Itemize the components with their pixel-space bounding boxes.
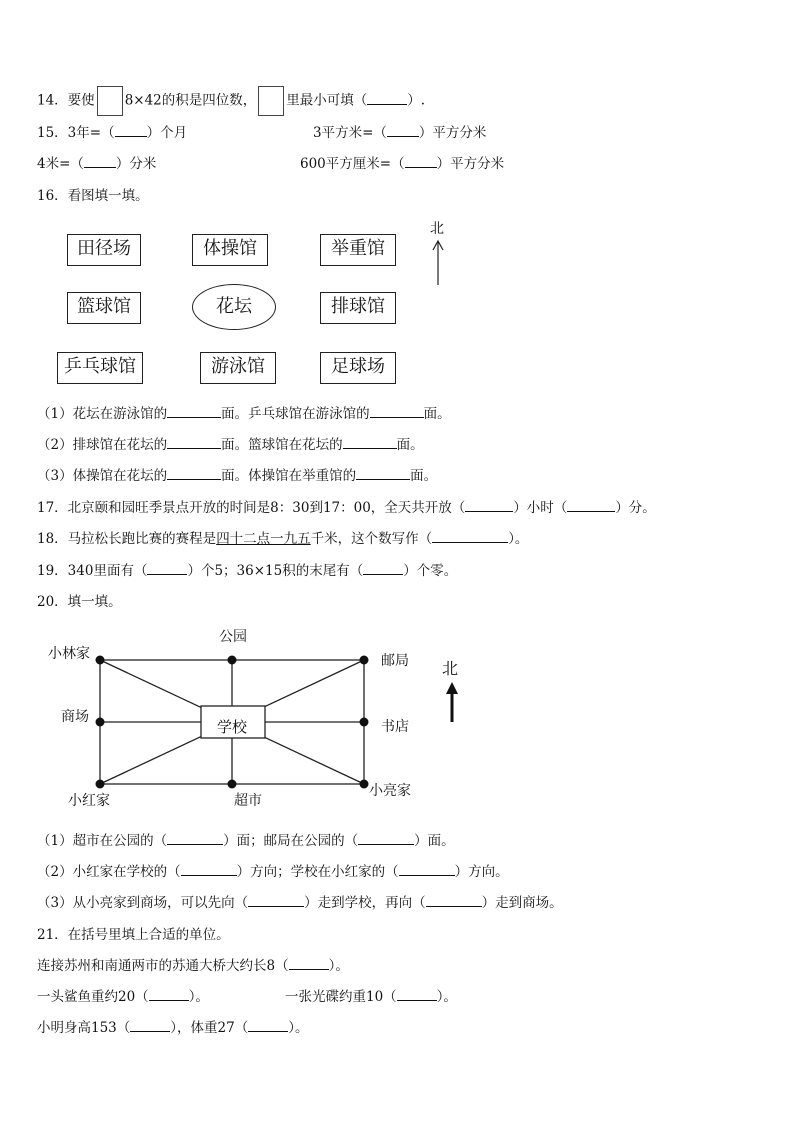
point-park [228,656,237,665]
point-bookstore [360,718,369,727]
q21-text: 一头鲨鱼重约20（ [37,989,149,1005]
q15-text: ）分米 [115,156,157,172]
q16-title: 16．看图填一填。 [37,188,149,204]
q20-text: （3）从小亮家到商场，可以先向（ [37,895,249,911]
q20-s3 [37,894,563,912]
q21-l1 [37,957,349,975]
venue-swimming: 游泳馆 [200,352,276,384]
q20-text: （2）小红家在学校的（ [37,864,181,880]
label-mall: 商场 [61,709,89,725]
q21-text: ）。 [436,989,457,1005]
q20-text: ）方向；学校在小红家的（ [236,864,399,880]
q18-text: 18．马拉松长跑比赛的赛程是 [37,531,217,547]
label-bookstore: 书店 [381,719,409,735]
venue-basketball: 篮球馆 [67,292,141,324]
point-xiaohong-home [96,780,105,789]
q16-text: （2）排球馆在花坛的 [37,437,168,453]
point-mall [96,718,105,727]
q21-l3 [37,1019,308,1037]
q21-text: ）。 [288,1020,309,1036]
north-arrow-head [446,682,458,694]
q21-l2-right [285,988,457,1006]
q18-text: ）。 [508,531,529,547]
q15-text: 4米=（ [37,156,84,172]
q20-text: （1）超市在公园的（ [37,833,168,849]
q16-text: （3）体操馆在花坛的 [37,468,168,484]
answer-blank[interactable] [358,832,414,845]
north-label: 北 [430,221,444,237]
q15-text: 15．3年=（ [37,125,115,141]
q20-text: ）面。 [414,833,455,849]
label-xiaoliang-home: 小亮家 [369,783,411,799]
q21-text: 小明身高153（ [37,1020,131,1036]
q20-text: ）方向。 [454,864,509,880]
answer-blank[interactable] [248,1019,288,1032]
q21-title: 21．在括号里填上合适的单位。 [37,927,230,943]
q21-l2-left [37,988,209,1006]
q15-text: 3平方米=（ [313,125,387,141]
q14-text-mid: 8×42的积是四位数， [124,92,257,109]
answer-blank[interactable] [130,1019,170,1032]
q17-text: ）分。 [615,500,656,516]
point-xiaoliang-home [360,780,369,789]
q16-text: （1）花坛在游泳馆的 [37,406,168,422]
venue-track-field: 田径场 [67,234,141,266]
label-xiaolin-home: 小林家 [48,646,90,662]
q20-title: 20．填一填。 [37,594,122,610]
venue-table-tennis: 乒乓球馆 [57,352,143,384]
answer-blank[interactable] [397,988,437,1001]
point-supermarket [228,780,237,789]
q16-text: 面。乒乓球馆在游泳馆的 [221,406,370,422]
point-xiaolin-home [96,656,105,665]
venue-weightlifting: 举重馆 [320,234,396,266]
q18-text: 千米，这个数写作（ [310,531,433,547]
q15-text: ）个月 [146,125,188,141]
venue-gymnastics: 体操馆 [192,234,268,266]
q15-text: ）平方分米 [418,125,487,141]
q17-text: 17．北京颐和园旺季景点开放的时间是8：30到17：00，全天共开放（ [37,500,466,516]
venue-football: 足球场 [320,352,396,384]
q16-text: 面。篮球馆在花坛的 [221,437,343,453]
label-xiaohong-home: 小红家 [68,793,110,809]
q20-text: ）走到学校，再向（ [304,895,426,911]
q15-text: 600平方厘米=（ [300,156,405,172]
answer-blank[interactable] [248,894,304,907]
label-post-office: 邮局 [381,653,409,669]
point-post-office [360,656,369,665]
q20-s2 [37,863,509,881]
q15-text: ）平方分米 [436,156,505,172]
q14-text-post: 里最小可填（ [286,92,368,109]
q21-text: ）。 [328,958,349,974]
q20-text: ）走到商场。 [481,895,563,911]
q21-text: ），体重27（ [170,1020,249,1036]
q21-text: 一张光碟约重10（ [285,989,397,1005]
q19-text: 19．340里面有（ [37,563,148,579]
label-supermarket: 超市 [234,793,262,809]
label-school: 学校 [217,718,248,736]
q17-text: ）小时（ [513,500,568,516]
q20-s1 [37,832,455,850]
q16-text: 面。 [423,406,451,422]
venue-volleyball: 排球馆 [320,292,396,324]
answer-blank[interactable] [399,863,455,876]
q18-underlined-number: 四十二点一九五 [216,531,311,547]
answer-blank[interactable] [181,863,237,876]
q16-text: 面。体操馆在举重馆的 [221,468,357,484]
q20-text: ）面；邮局在公园的（ [223,833,359,849]
q14-text-end: ）. [407,92,426,109]
north-label: 北 [442,659,459,678]
answer-blank[interactable] [289,957,329,970]
q21-text: ）。 [188,989,209,1005]
answer-blank[interactable] [149,988,189,1001]
answer-blank[interactable] [167,832,223,845]
q19-text: ）个零。 [403,563,458,579]
q14-text-pre: 14．要使 [37,92,95,109]
label-park: 公园 [219,629,247,645]
q16-text: 面。 [410,468,438,484]
venue-flowerbed: 花坛 [192,284,276,330]
q16-text: 面。 [396,437,424,453]
answer-blank[interactable] [426,894,482,907]
q19-text: ）个5；36×15积的末尾有（ [187,563,364,579]
q21-text: 连接苏州和南通两市的苏通大桥大约长8（ [37,958,289,974]
